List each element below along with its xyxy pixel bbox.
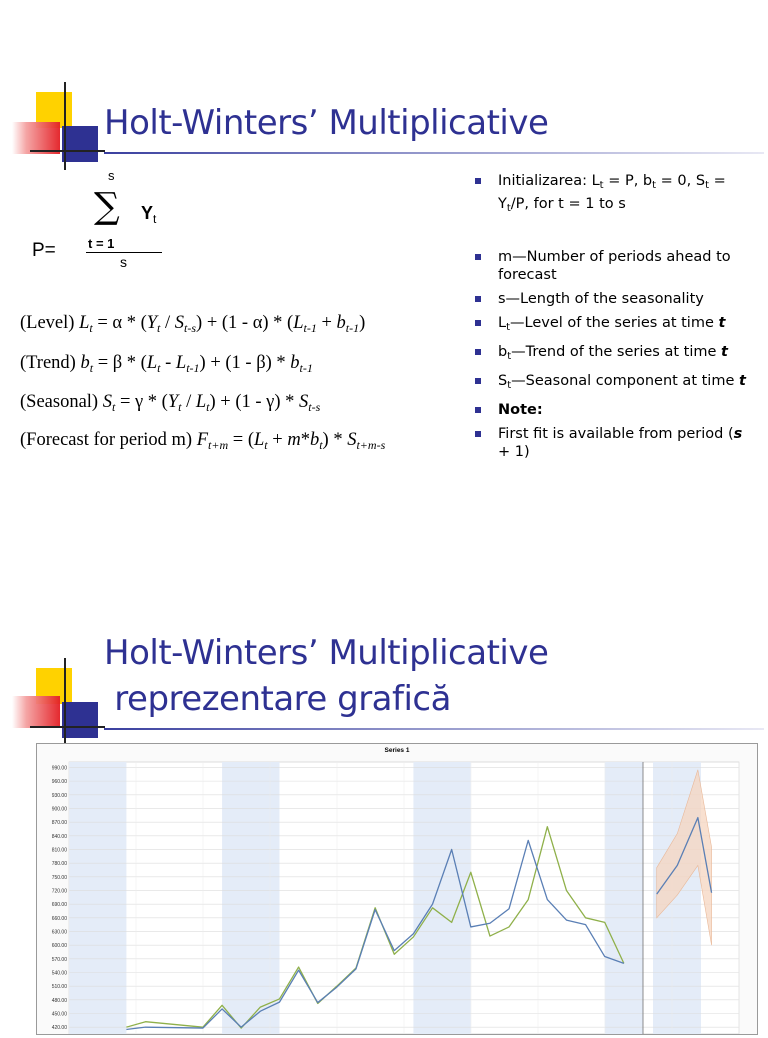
p-formula — [0, 0, 240, 290]
logo-vertical-line — [64, 658, 66, 750]
square-bullet-icon — [475, 407, 481, 413]
list-item — [474, 248, 759, 284]
season-band — [69, 762, 126, 1034]
list-item — [474, 372, 759, 395]
p-formula-term-y: Y — [141, 203, 154, 223]
y-tick-label: 420.00 — [51, 1025, 67, 1032]
p-formula-sum-bottom: t = 1 — [88, 236, 115, 251]
equation-seasonal-label: (Seasonal) — [20, 392, 99, 412]
y-tick-label: 630.00 — [51, 929, 67, 936]
square-bullet-icon — [475, 378, 481, 384]
chart-body — [52, 762, 739, 1034]
season-band — [222, 762, 279, 1034]
y-tick-label: 690.00 — [51, 902, 67, 909]
bullet-text: $L_t—Level$ of the series at time t — [498, 315, 726, 333]
p-formula-sum-top: s — [108, 168, 115, 183]
slide-1 — [0, 0, 768, 512]
list-item — [474, 290, 759, 308]
bullet-text: $b_t—Trend$ of the series at time t — [498, 344, 728, 362]
square-bullet-icon — [475, 320, 481, 326]
list-item — [474, 401, 759, 419]
square-bullet-icon — [475, 431, 481, 437]
equation-level-label: (Level) — [20, 313, 75, 333]
y-tick-label: 570.00 — [51, 956, 67, 963]
equation-forecast: (Forecast for period m) $F_{t+m} = (L_t + m*b_t) * S_{t+m-s}$ — [20, 430, 386, 452]
fraction-bar — [86, 252, 162, 253]
y-tick-label: 930.00 — [51, 792, 67, 799]
chart-frame — [36, 743, 758, 1035]
equation-seasonal: (Seasonal) $S_t = \gamma * (Y_t / L_t) + (1 - \gamma) * S_{t-s}$ — [20, 392, 321, 414]
list-item — [474, 172, 759, 218]
p-formula-term — [141, 203, 156, 226]
equation-forecast-label: (Forecast for period m) — [20, 430, 193, 450]
bullet-text: s—Length of the seasonality — [498, 291, 704, 307]
p-formula-lhs: P= — [32, 240, 56, 261]
y-tick-label: 510.00 — [51, 984, 67, 991]
y-tick-label: 990.00 — [51, 765, 67, 772]
line-chart — [37, 744, 757, 1034]
y-tick-label: 810.00 — [51, 847, 67, 854]
season-band — [413, 762, 470, 1034]
bullet-text: $S_t—Seasonal$ component at time t — [498, 373, 746, 391]
page-title-line-2: reprezentare grafică — [104, 679, 451, 719]
title-underline — [104, 728, 764, 730]
definition-list — [474, 172, 759, 467]
bullet-text: Initializarea: $L_t = P$, $b_t = 0$, $S_t = Y_t/P$, for t = 1 to s — [498, 173, 726, 214]
bullet-text: First fit is available from period (s + 1) — [498, 426, 743, 460]
logo-horizontal-line — [30, 726, 105, 728]
y-tick-label: 600.00 — [51, 943, 67, 950]
list-item — [474, 314, 759, 337]
y-tick-label: 450.00 — [51, 1011, 67, 1018]
square-bullet-icon — [475, 349, 481, 355]
y-tick-label: 840.00 — [51, 833, 67, 840]
page-title-line-1: Holt-Winters’ Multiplicative — [104, 633, 549, 673]
logo-red-square — [12, 696, 60, 728]
y-tick-label: 660.00 — [51, 915, 67, 922]
equation-trend-label: (Trend) — [20, 353, 76, 373]
y-tick-label: 960.00 — [51, 779, 67, 786]
p-formula-term-sub: t — [153, 212, 157, 226]
y-tick-label: 750.00 — [51, 874, 67, 881]
logo-blue-square — [62, 702, 98, 738]
sum-icon: ∑ — [94, 186, 120, 227]
y-tick-label: 870.00 — [51, 820, 67, 827]
y-tick-label: 720.00 — [51, 888, 67, 895]
bullet-text: Note: — [498, 402, 543, 418]
y-tick-label: 480.00 — [51, 997, 67, 1004]
bullet-text: m—Number of periods ahead to forecast — [498, 249, 731, 283]
y-tick-label: 900.00 — [51, 806, 67, 813]
chart-title: Series 1 — [384, 747, 410, 754]
season-band — [605, 762, 643, 1034]
p-formula-denominator: s — [120, 254, 127, 270]
square-bullet-icon — [475, 296, 481, 302]
page-title: Holt-Winters’ Multiplicative — [104, 103, 549, 143]
y-tick-label: 780.00 — [51, 861, 67, 868]
equation-trend: (Trend) $b_t = \beta * (L_t - L_{t-1}) + (1 - \beta) * b_{t-1}$ — [20, 353, 313, 375]
square-bullet-icon — [475, 178, 481, 184]
y-tick-label: 540.00 — [51, 970, 67, 977]
equation-level: (Level) $L_t = \alpha * (Y_t / S_{t-s}) + (1 - \alpha) * (L_{t-1} + b_{t-1})$ — [20, 313, 366, 335]
list-item — [474, 425, 759, 461]
square-bullet-icon — [475, 254, 481, 260]
list-item — [474, 343, 759, 366]
